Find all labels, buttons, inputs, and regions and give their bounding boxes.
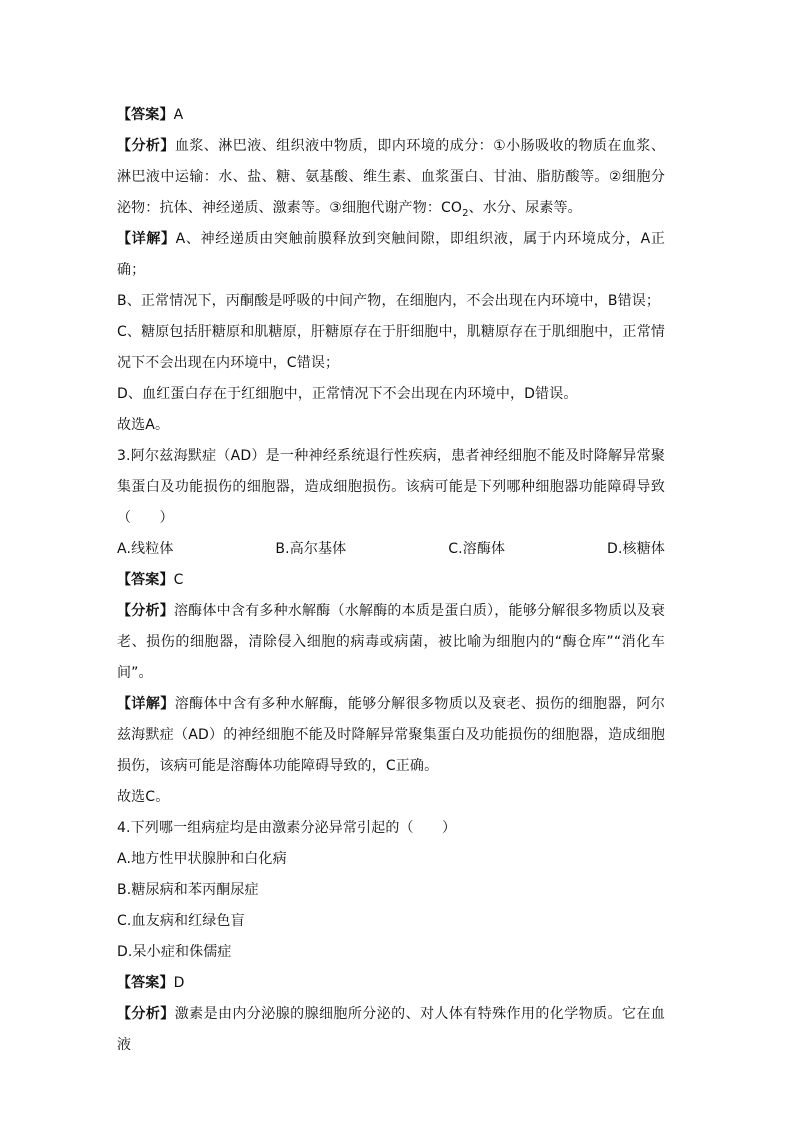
q3-stem: 3.阿尔兹海默症（AD）是一种神经系统退行性疾病，患者神经细胞不能及时降解异常聚集蛋白及功能损伤的细胞器，造成细胞损伤。该病可能是下列哪种细胞器功能障碍导致（ ） — [117, 448, 665, 526]
detail-text: A、神经递质由突触前膜释放到突触间隙，即组织液，属于内环境成分，A正确； — [117, 231, 665, 278]
q3-answer — [117, 565, 665, 596]
answer-tag: 【答案】 — [117, 107, 174, 123]
q3-option-a: A.线粒体 — [117, 541, 174, 557]
answer-value: A — [173, 107, 184, 123]
analysis-text: 血浆、淋巴液、组织液中物质，即内环境的成分：①小肠吸收的物质在血浆、淋巴液中运输：水、盐、糖、氨基酸、维生素、血浆蛋白、甘油、脂肪酸等。②细胞分泌物：抗体、神经递质、激素等。③细胞代谢产物：CO — [117, 138, 665, 216]
co2-subscript: 2 — [462, 207, 469, 219]
detail-text: 溶酶体中含有多种水解酶，能够分解很多物质以及衰老、损伤的细胞器，阿尔兹海默症（AD）的神经细胞不能及时降解异常聚集蛋白及功能损伤的细胞器，造成细胞损伤，该病可能是溶酶体功能障碍导致的，C正确。 — [117, 696, 665, 774]
analysis-tag: 【分析】 — [117, 1006, 175, 1022]
q2-detail-a — [117, 224, 665, 286]
q3-option-b: B.高尔基体 — [275, 541, 347, 557]
q3-analysis — [117, 596, 665, 689]
analysis-tag: 【分析】 — [117, 603, 174, 619]
detail-tag: 【详解】 — [117, 696, 175, 712]
analysis-text: 溶酶体中含有多种水解酶（水解酶的本质是蛋白质），能够分解很多物质以及衰老、损伤的细胞器，清除侵入细胞的病毒或病菌，被比喻为细胞内的“酶仓库”“消化车间”。 — [117, 603, 665, 681]
q4-option-d: D.呆小症和侏儒症 — [117, 944, 232, 960]
document-page — [117, 100, 665, 1061]
q4-option-c: C.血友病和红绿色盲 — [117, 913, 245, 929]
answer-tag: 【答案】 — [117, 572, 174, 588]
q2-analysis — [117, 131, 665, 224]
detail-tag: 【详解】 — [117, 231, 176, 247]
analysis-text: 激素是由内分泌腺的腺细胞所分泌的、对人体有特殊作用的化学物质。它在血液 — [117, 1006, 665, 1053]
answer-value: C — [173, 572, 184, 588]
q2-answer — [117, 100, 665, 131]
q3-option-c: C.溶酶体 — [448, 541, 506, 557]
answer-value: D — [173, 975, 185, 991]
q4-option-b: B.糖尿病和苯丙酮尿症 — [117, 882, 259, 898]
analysis-text-end: 、水分、尿素等。 — [468, 200, 582, 216]
q3-option-d: D.核糖体 — [607, 541, 665, 557]
q4-stem: 4.下列哪一组病症均是由激素分泌异常引起的（ ） — [117, 820, 457, 836]
q4-option-a: A.地方性甲状腺肿和白化病 — [117, 851, 287, 867]
q3-conclusion: 故选C。 — [117, 789, 170, 805]
q3-options — [117, 534, 665, 565]
q2-detail-c: C、糖原包括肝糖原和肌糖原，肝糖原存在于肝细胞中，肌糖原存在于肌细胞中，正常情况下不会出现在内环境中，C错误； — [117, 324, 665, 371]
q3-detail — [117, 689, 665, 782]
q2-conclusion: 故选A。 — [117, 417, 170, 433]
answer-tag: 【答案】 — [117, 975, 174, 991]
analysis-tag: 【分析】 — [117, 138, 175, 154]
q4-analysis — [117, 999, 665, 1061]
q2-detail-b: B、正常情况下，丙酮酸是呼吸的中间产物，在细胞内，不会出现在内环境中，B错误； — [117, 293, 661, 309]
q2-detail-d: D、血红蛋白存在于红细胞中，正常情况下不会出现在内环境中，D错误。 — [117, 386, 578, 402]
q4-answer — [117, 968, 665, 999]
